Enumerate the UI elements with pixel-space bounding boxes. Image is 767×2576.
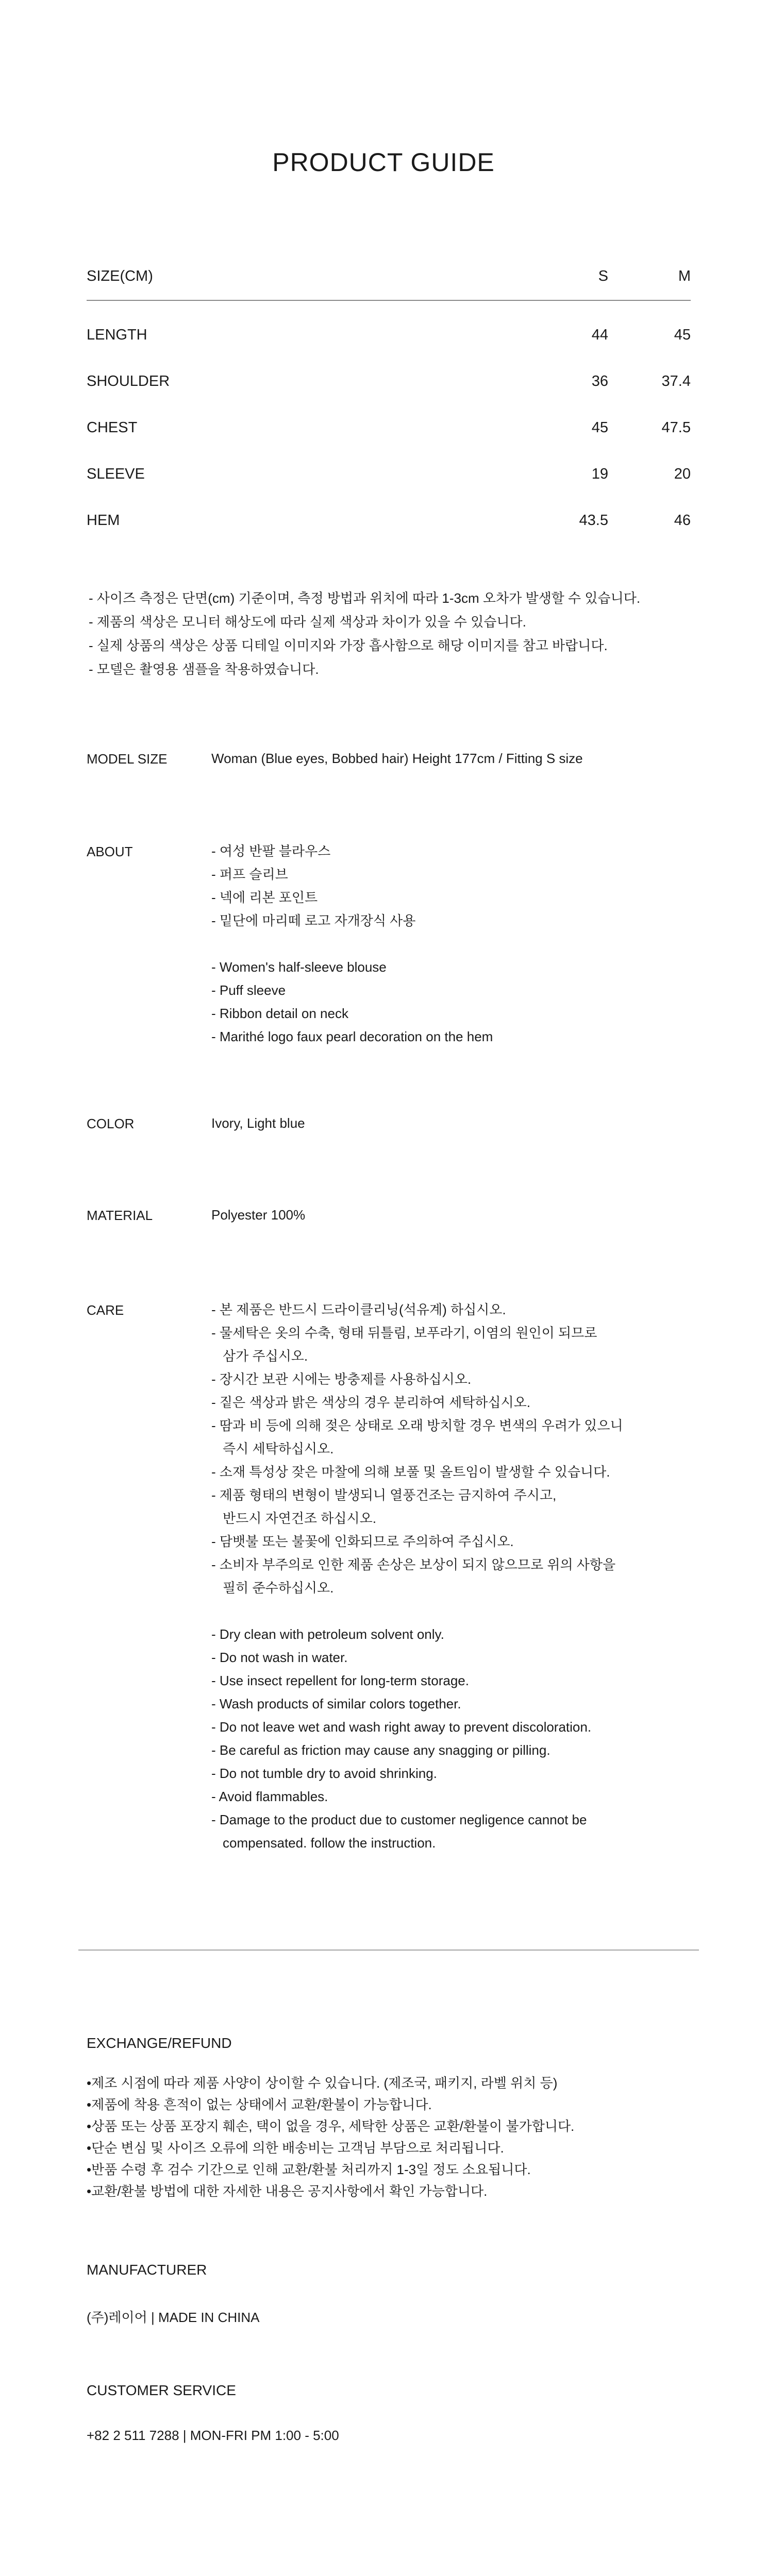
- care-line: 즉시 세탁하십시오.: [223, 1441, 334, 1456]
- about-line: - Marithé logo faux pearl decoration on the hem: [211, 1029, 493, 1044]
- size-row: [87, 512, 691, 558]
- size-row-s: 19: [591, 466, 608, 482]
- exchange-line: •제조 시점에 따라 제품 사양이 상이할 수 있습니다. (제조국, 패키지, 라벨 위치 등): [87, 2075, 558, 2091]
- size-table-header: [87, 268, 691, 301]
- about-line: - 넥에 리본 포인트: [211, 890, 318, 905]
- manufacturer-value: (주)레이어 | MADE IN CHINA: [87, 2310, 260, 2325]
- exchange-line: •반품 수령 후 검수 기간으로 인해 교환/환불 처리까지 1-3일 정도 소요됩니다.: [87, 2162, 531, 2177]
- material-value: [211, 1204, 305, 1227]
- model-size-text: Woman (Blue eyes, Bobbed hair) Height 177cm / Fitting S size: [211, 751, 583, 766]
- size-row-label: SLEEVE: [87, 466, 145, 482]
- exchange-label: EXCHANGE/REFUND: [87, 2035, 232, 2051]
- exchange-lines: [87, 2072, 715, 2202]
- size-notes: [89, 586, 707, 681]
- color-text: Ivory, Light blue: [211, 1115, 305, 1131]
- care-line: - 소비자 부주의로 인한 제품 손상은 보상이 되지 않으므로 위의 사항을: [211, 1557, 616, 1572]
- care-line: compensated. follow the instruction.: [223, 1835, 436, 1851]
- care-line: - Do not tumble dry to avoid shrinking.: [211, 1766, 437, 1781]
- care-line: - 장시간 보관 시에는 방충제를 사용하십시오.: [211, 1371, 472, 1387]
- care-label: CARE: [87, 1302, 124, 1318]
- note-line: - 모델은 촬영용 샘플을 착용하였습니다.: [89, 662, 319, 677]
- exchange-line: •상품 또는 상품 포장지 훼손, 택이 없을 경우, 세탁한 상품은 교환/환불이 불가합니다.: [87, 2119, 575, 2134]
- size-row-label: SHOULDER: [87, 373, 170, 389]
- about-label: ABOUT: [87, 844, 133, 859]
- size-row: [87, 327, 691, 373]
- size-row-m: 37.4: [661, 373, 691, 389]
- about-value: [211, 840, 493, 1048]
- about-line: - Puff sleeve: [211, 982, 286, 998]
- model-size-label: MODEL SIZE: [87, 751, 168, 767]
- size-header-s: S: [598, 268, 608, 284]
- customer-service-label: CUSTOMER SERVICE: [87, 2382, 236, 2398]
- about-line: - Women's half-sleeve blouse: [211, 959, 387, 975]
- size-row-s: 36: [591, 373, 608, 389]
- about-line: - 밑단에 마리떼 로고 자개장식 사용: [211, 913, 416, 928]
- size-header-label: SIZE(CM): [87, 268, 153, 284]
- model-size-value: [211, 747, 583, 770]
- size-row-label: HEM: [87, 512, 120, 529]
- size-row-label: LENGTH: [87, 327, 147, 343]
- size-row-m: 45: [674, 327, 691, 343]
- care-line: 필히 준수하십시오.: [223, 1580, 334, 1596]
- care-line: - 물세탁은 옷의 수축, 형태 뒤틀림, 보푸라기, 이염의 원인이 되므로: [211, 1325, 597, 1341]
- size-table: [87, 268, 691, 558]
- note-line: - 제품의 색상은 모니터 해상도에 따라 실제 색상과 차이가 있을 수 있습니다.: [89, 614, 526, 630]
- care-line: 삼가 주십시오.: [223, 1348, 308, 1364]
- exchange-line: •교환/환불 방법에 대한 자세한 내용은 공지사항에서 확인 가능합니다.: [87, 2183, 488, 2199]
- care-line: - Be careful as friction may cause any snagging or pilling.: [211, 1742, 551, 1758]
- care-line: - 담뱃불 또는 불꽃에 인화되므로 주의하여 주십시오.: [211, 1534, 514, 1549]
- manufacturer-label: MANUFACTURER: [87, 2262, 207, 2278]
- care-line: - Avoid flammables.: [211, 1789, 328, 1804]
- section-divider: [78, 1950, 699, 1951]
- care-line: - Do not leave wet and wash right away to prevent discoloration.: [211, 1719, 592, 1735]
- care-line: - 제품 형태의 변형이 발생되니 열풍건조는 금지하여 주시고,: [211, 1487, 557, 1503]
- size-row-s: 44: [591, 327, 608, 343]
- color-value: [211, 1112, 305, 1135]
- about-line: - 퍼프 슬리브: [211, 867, 288, 882]
- exchange-line: •단순 변심 및 사이즈 오류에 의한 배송비는 고객님 부담으로 처리됩니다.: [87, 2140, 504, 2156]
- material-text: Polyester 100%: [211, 1207, 306, 1223]
- note-line: - 사이즈 측정은 단면(cm) 기준이며, 측정 방법과 위치에 따라 1-3cm 오차가 발생할 수 있습니다.: [89, 590, 641, 606]
- care-line: - 땀과 비 등에 의해 젖은 상태로 오래 방치할 경우 변색의 우려가 있으니: [211, 1418, 623, 1433]
- care-line: - Do not wash in water.: [211, 1650, 348, 1665]
- size-row-s: 45: [591, 419, 608, 436]
- care-line: - Wash products of similar colors together.: [211, 1696, 461, 1711]
- material-label: MATERIAL: [87, 1208, 153, 1223]
- size-row-label: CHEST: [87, 419, 138, 436]
- exchange-section: [87, 2035, 715, 2202]
- size-row-m: 46: [674, 512, 691, 529]
- size-row-s: 43.5: [579, 512, 608, 529]
- about-line: - Ribbon detail on neck: [211, 1006, 348, 1021]
- note-line: - 실제 상품의 색상은 상품 디테일 이미지와 가장 흡사함으로 해당 이미지를 참고 바랍니다.: [89, 638, 608, 653]
- customer-service-value: +82 2 511 7288 | MON-FRI PM 1:00 - 5:00: [87, 2428, 339, 2443]
- page-title: PRODUCT GUIDE: [272, 148, 495, 177]
- care-line: - Damage to the product due to customer negligence cannot be: [211, 1812, 587, 1827]
- size-row: [87, 419, 691, 466]
- customer-service-section: [87, 2382, 715, 2444]
- care-line: - 짙은 색상과 밝은 색상의 경우 분리하여 세탁하십시오.: [211, 1395, 530, 1410]
- size-row: [87, 373, 691, 419]
- color-label: COLOR: [87, 1116, 135, 1131]
- care-line: - Dry clean with petroleum solvent only.: [211, 1626, 444, 1642]
- manufacturer-section: [87, 2262, 715, 2326]
- care-value: [211, 1298, 623, 1855]
- about-line: - 여성 반팔 블라우스: [211, 843, 331, 859]
- care-line: - Use insect repellent for long-term storage.: [211, 1673, 469, 1688]
- size-row-m: 20: [674, 466, 691, 482]
- size-row: [87, 466, 691, 512]
- size-header-m: M: [678, 268, 691, 284]
- size-row-m: 47.5: [661, 419, 691, 436]
- exchange-line: •제품에 착용 흔적이 없는 상태에서 교환/환불이 가능합니다.: [87, 2097, 432, 2112]
- care-line: 반드시 자연건조 하십시오.: [223, 1511, 376, 1526]
- care-line: - 본 제품은 반드시 드라이클리닝(석유계) 하십시오.: [211, 1302, 506, 1317]
- care-line: - 소재 특성상 잦은 마찰에 의해 보풀 및 올트임이 발생할 수 있습니다.: [211, 1464, 610, 1480]
